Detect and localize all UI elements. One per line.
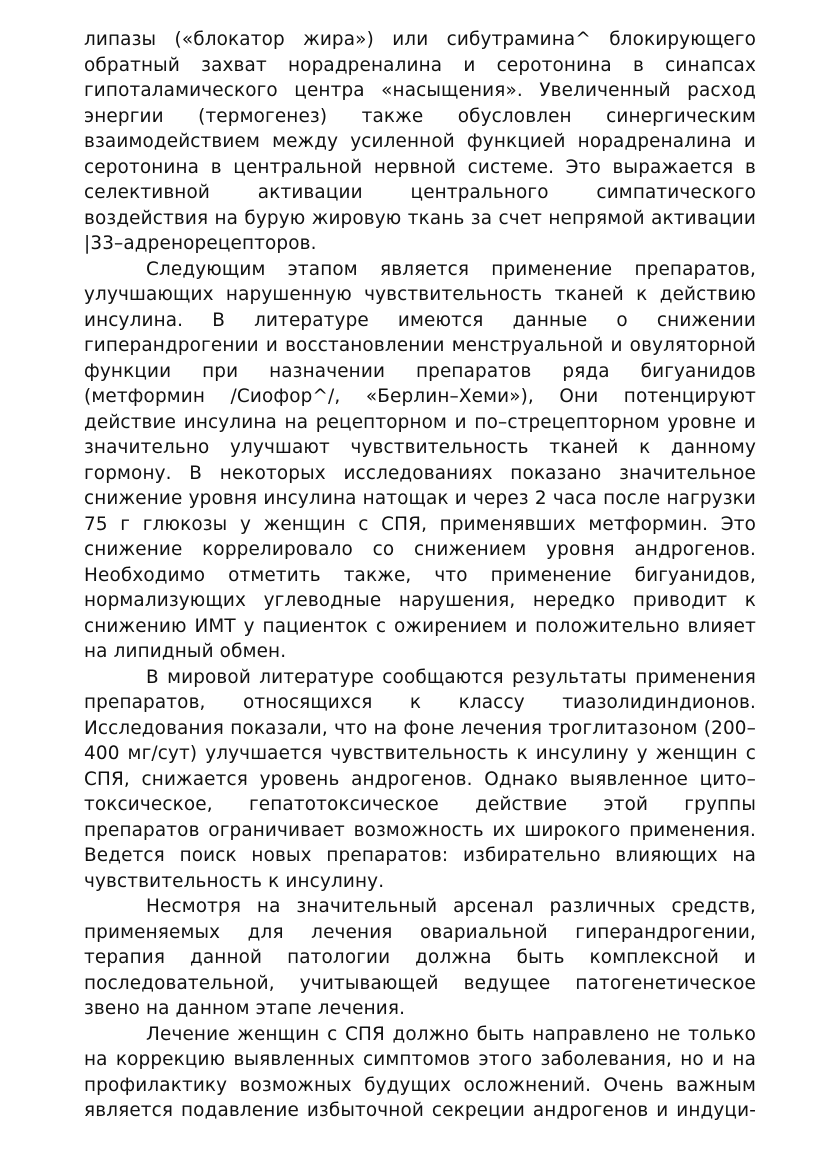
text-body [84, 27, 756, 1124]
paragraph-2: Следующим этапом является применение препаратов, улучшающих нарушенную чувствительность тканей к действию инсулина. В литературе имеются данные о снижении гиперандрогении и восстановлении менструальной и овуляторной функции при назначении препаратов ряда бигуанидов (метформин /Сиофор^/, «Берлин–Хеми»), Они потенцируют действие инсулина на рецепторном и по–стрецепторном уровне и значительно улучшают чувствительность тканей к данному гормону. В некоторых исследованиях показано значительное снижение уровня инсулина натощак и через 2 часа после нагрузки 75 г глюкозы у женщин с СПЯ, применявших метформин. Это снижение коррелировало со снижением уровня андрогенов. Необходимо отметить также, что применение бигуанидов, нормализующих углеводные нарушения, нередко приводит к снижению ИМТ у пациенток с ожирением и положительно влияет на липидный обмен. [84, 258, 756, 662]
paragraph-4: Несмотря на значительный арсенал различных средств, применяемых для лечения овариальной гиперандрогении, терапия данной патологии должна быть комплексной и последовательной, учитывающей ведущее патогенетическое звено на данном этапе лечения. [84, 896, 756, 1019]
paragraph-5: Лечение женщин с СПЯ должно быть направлено не только на коррекцию выявленных симптомов этого заболевания, но и на профилактику возможных будущих осложнений. Очень важным является подавление избыточной секреции андрогенов и индуци- [84, 1023, 756, 1121]
paragraph-1: липазы («блокатор жира») или сибутрамина^ блокирующего обратный захват норадреналина и серотонина в синапсах гипоталамического центра «насыщения». Увеличенный расход энергии (термогенез) также обусловлен синергическим взаимодействием между усиленной функцией норадреналина и серотонина в центральной нервной системе. Это выражается в селективной активации центрального симпатического воздействия на бурую жировую ткань за счет непрямой активации |33–адренорецепторов. [84, 29, 756, 254]
paragraph-3: В мировой литературе сообщаются результаты применения препаратов, относящихся к классу тиазолидиндионов. Исследования показали, что на фоне лечения троглитазоном (200–400 мг/сут) улучшается чувствительность к инсулину у женщин с СПЯ, снижается уровень андрогенов. Однако выявленное цито–токсическое, гепатотоксическое действие этой группы препаратов ограничивает возможность их широкого применения. Ведется поиск новых препаратов: избирательно влияющих на чувствительность к инсулину. [84, 666, 756, 892]
